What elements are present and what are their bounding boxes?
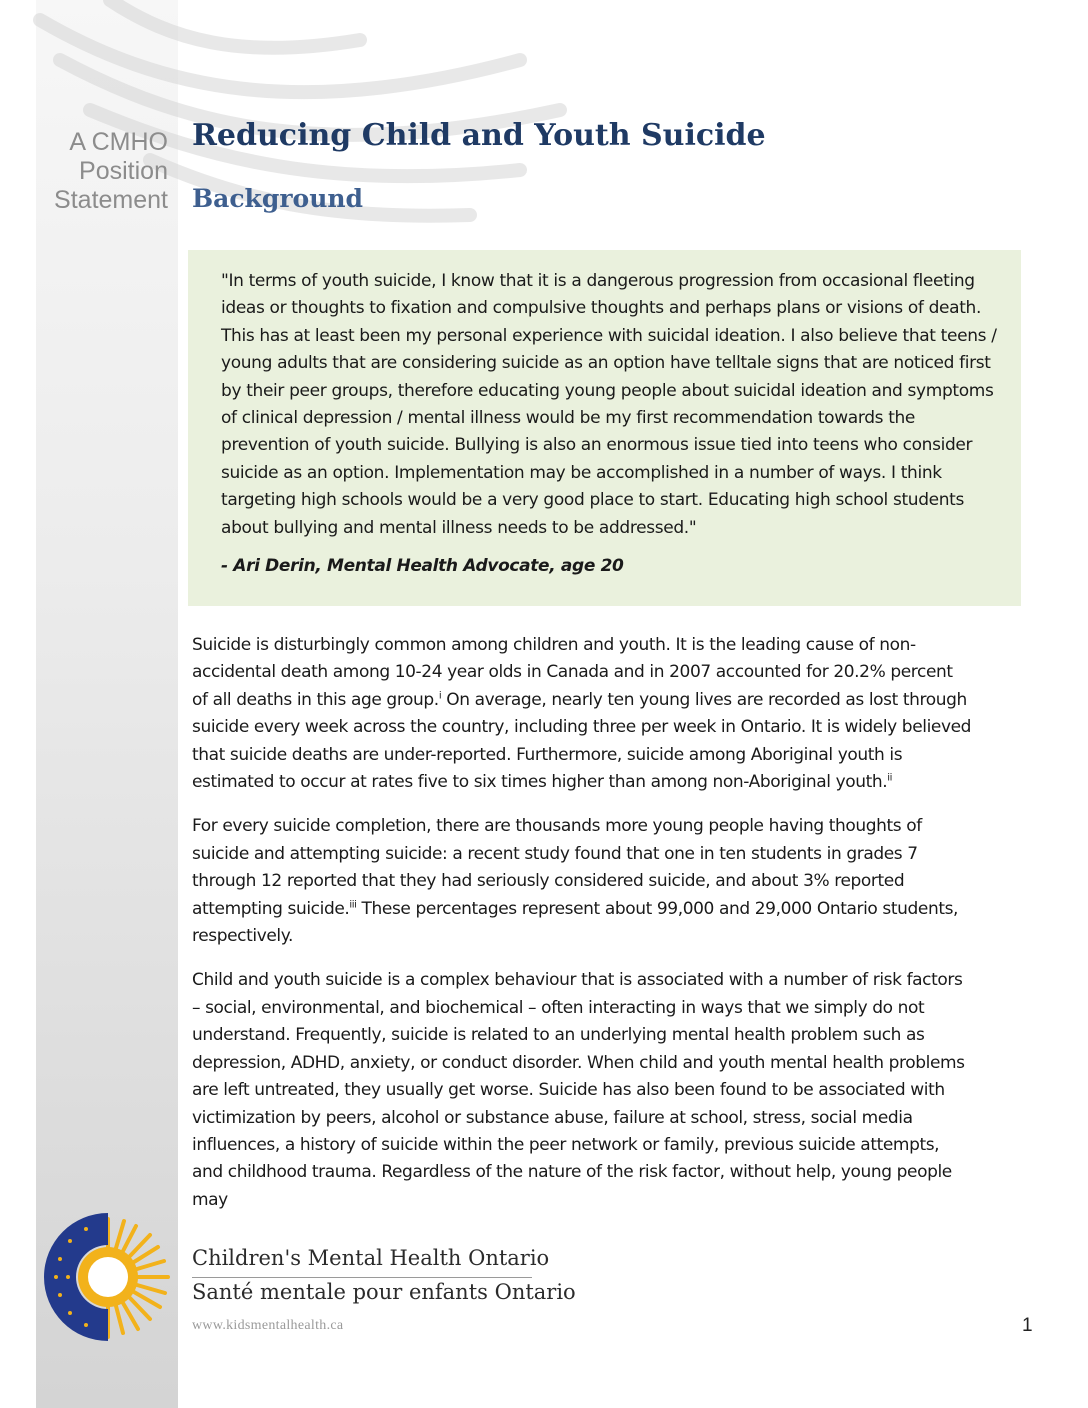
position-label-line-2: Position [79,157,168,185]
cmho-sun-logo-icon [42,1212,172,1342]
org-name-french: Santé mentale pour enfants Ontario [192,1280,576,1304]
page-title: Reducing Child and Youth Suicide [192,118,766,153]
body-text [192,632,972,1231]
paragraph-2-part-b: These percentages represent about 99,000 and 29,000 Ontario students, respectively. [192,898,959,947]
footnote-ref-iii[interactable]: iii [349,899,357,910]
paragraph-2 [192,813,972,950]
org-name-divider [192,1277,532,1278]
paragraph-1-part-a: Suicide is disturbingly common among children and youth. It is the leading cause of non-accidental death among 10-24 year olds in Canada and in 2007 accounted for 20.2% percent of all deaths in this age group. [192,635,953,710]
footnote-ref-ii[interactable]: ii [887,772,893,784]
quote-attribution: - Ari Derin, Mental Health Advocate, age 20 [221,556,624,577]
footnote-ref-i[interactable]: i [438,690,442,702]
position-label-line-3: Statement [54,186,168,214]
position-statement-label [40,128,168,215]
page-number: 1 [1022,1315,1033,1336]
paragraph-2-part-a: For every suicide completion, there are thousands more young people having thoughts of suicide and attempting suicide: a recent study found that one in ten students in grades 7 through 12 reported that they had seriously considered suicide, and about 3% reported attempting suicide. [192,816,922,919]
paragraph-1-part-b: On average, nearly ten young lives are recorded as lost through suicide every week across the country, including three per week in Ontario. It is widely believed that suicide deaths are under-reported. Furthermore, suicide among Aboriginal youth is estimated to occur at rates five to six times higher than among non-Aboriginal youth. [192,689,972,793]
position-label-line-1: A CMHO [69,128,168,156]
paragraph-1 [192,632,972,796]
org-name-english: Children's Mental Health Ontario [192,1246,550,1270]
section-heading-background: Background [192,184,364,213]
quote-text: "In terms of youth suicide, I know that it is a dangerous progression from occasional fleeting ideas or thoughts to fixation and compulsive thoughts and perhaps plans or visions of death. This has at least been my personal experience with suicidal ideation. I also believe that teens / young adults that are considering suicide as an option have telltale signs that are noticed first by their peer groups, therefore educating young people about suicidal ideation and symptoms of clinical depression / mental illness would be my first recommendation towards the prevention of youth suicide. Bullying is also an enormous issue tied into teens who consider suicide as an option. Implementation may be accomplished in a number of ways. I think targeting high schools would be a very good place to start. Educating high school students about bullying and mental illness needs to be addressed." [221,271,997,538]
paragraph-3: Child and youth suicide is a complex behaviour that is associated with a number of risk factors – social, environmental, and biochemical – often interacting in ways that we simply do not understand. Frequently, suicide is related to an underlying mental health problem such as depression, ADHD, anxiety, or conduct disorder. When child and youth mental health problems are left untreated, they usually get worse. Suicide has also been found to be associated with victimization by peers, alcohol or substance abuse, failure at school, stress, social media influences, a history of suicide within the peer network or family, previous suicide attempts, and childhood trauma. Regardless of the nature of the risk factor, without help, young people may [192,970,965,1210]
quote-box [188,250,1021,606]
website-link[interactable]: www.kidsmentalhealth.ca [192,1318,344,1333]
